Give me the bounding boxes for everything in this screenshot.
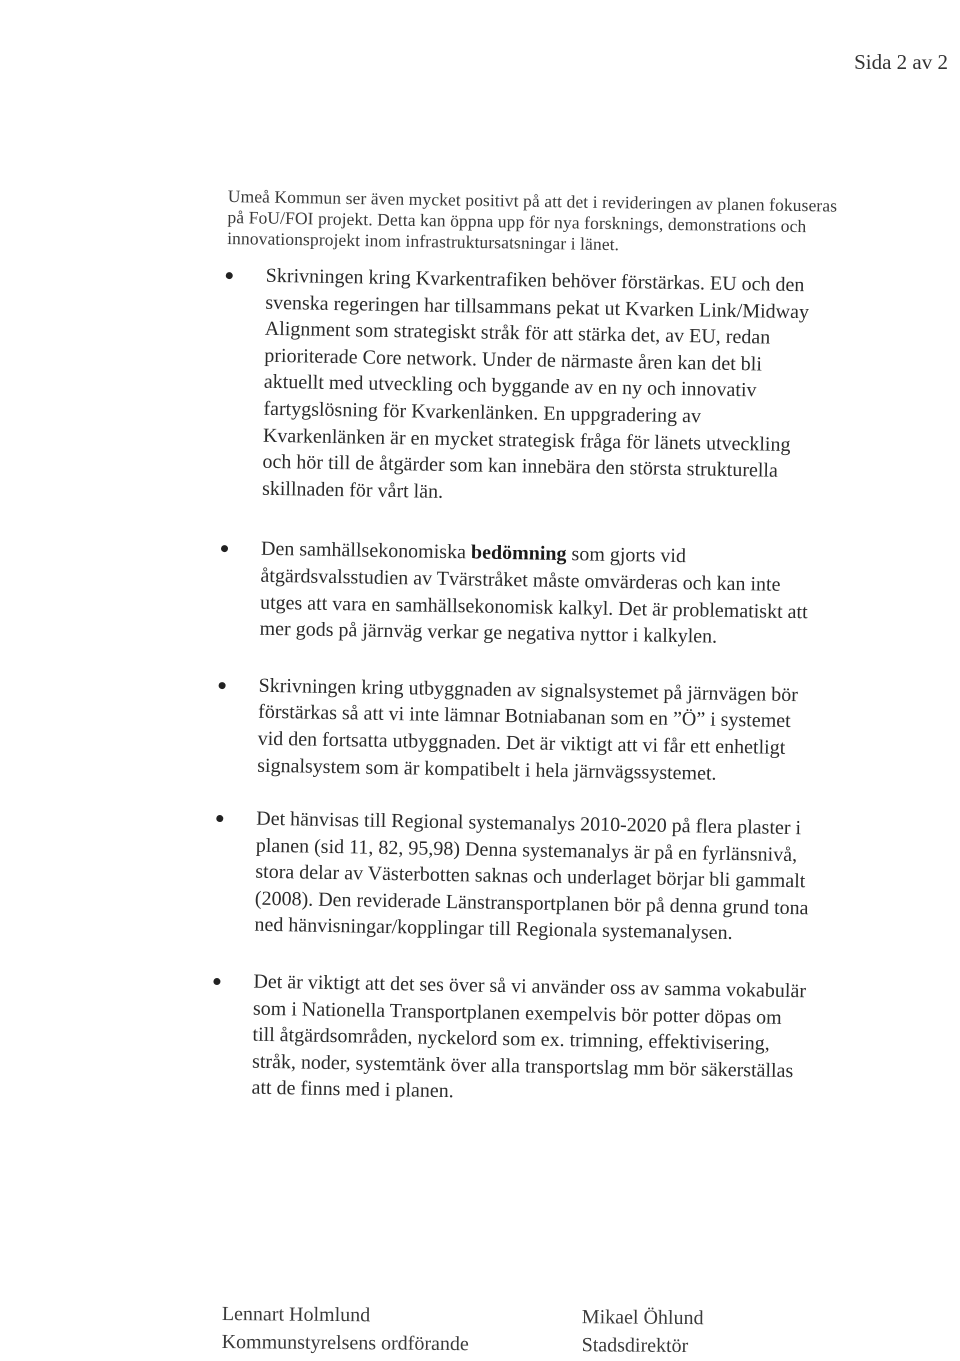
bullet-text: Det hänvisas till Regional systemanalys 2010-2020 på flera plaster i planen (sid 11, 82, 95,98) Denna systemanalys är på en fyrlänsnivå, stora delar av Västerbotten saknas och underlaget börjar bli gammalt (2008). Den reviderade Länstransportplanen bör på denna grund tona ned hänvisningar/kopplingar till Regionala systemanalysen. [254, 807, 809, 945]
bullet-text: Skrivningen kring Kvarkentrafiken behöver förstärkas. EU och den svenska regeringen har tillsammans pekat ut Kvarken Link/Midway Alignment som strategiskt stråk för att stärka det, av EU, redan prioriterade Core network. Under de närmaste åren kan det bli aktuellt med utveckling och byggande av en ny och innovativ fartygslösning för Kvarkenlänken. En uppgradering av Kvarkenlänken är en mycket strategisk fråga för länets utveckling och hör till de åtgärder som kan innebära den största strukturella skillnaden för vårt län. [261, 264, 810, 503]
signatory-title: Stadsdirektör [581, 1334, 689, 1358]
signature-block [222, 1300, 822, 1360]
bullet-text-post: som gjorts vid åtgärdsvalsstudien av Tvärstråket måste omvärderas och kan inte utges att vara en samhällsekonomisk kalkyl. Det är problematiskt att mer gods på järnväg verkar ge negativa nyttor i kalkylen. [259, 543, 808, 648]
bullet-item-signalsystem [213, 672, 815, 789]
bullet-item-kvarken [218, 262, 822, 512]
intro-paragraph: Umeå Kommun ser även mycket positivt på att det i revideringen av planen fokuseras på FoU/FOI projekt. Detta kan öppna upp för nya forsknings, demonstrations och innovationsprojekt inom infrastruktursatsningar i länet. [227, 185, 838, 254]
bullet-list [207, 262, 822, 1111]
bullet-text: Det är viktigt att det ses över så vi använder oss av samma vokabulär som i Nationella Transportplanen exempelvis bör potter döpas om till åtgärdsområden, nyckelord som ex. trimning, effektivisering, stråk, noder, systemtänk över alla transportslag mm bör säkerställas att de finns med i planen. [251, 970, 807, 1103]
bullet-text: Skrivningen kring utbyggnaden av signalsystemet på järnvägen bör förstärkas så att vi inte lämnar Botniabanan som en ”Ö” i systemet vid den fortsatta utbyggnaden. Det är viktigt att vi får ett enhetligt signalsystem som är kompatibelt i hela järnvägssystemet. [257, 674, 799, 785]
bullet-dot-icon [226, 272, 233, 279]
bullet-dot-icon [213, 978, 220, 985]
bullet-item-systemanalys [210, 805, 812, 948]
bullet-dot-icon [221, 545, 228, 552]
bullet-text-bold: bedömning [470, 541, 567, 566]
bullet-dot-icon [216, 815, 223, 822]
bullet-text-pre: Den samhällsekonomiska [260, 538, 472, 564]
bullet-item-samhallsekonomisk [215, 535, 817, 652]
signatory-name: Lennart Holmlund [221, 1302, 371, 1327]
signature-left [222, 1300, 470, 1358]
signatory-title: Kommunstyrelsens ordförande [221, 1330, 469, 1356]
signature-right [581, 1303, 703, 1360]
signatory-name: Mikael Öhlund [581, 1306, 704, 1330]
bullet-item-vokabular [207, 968, 809, 1111]
bullet-dot-icon [219, 682, 226, 689]
page-number: Sida 2 av 2 [854, 50, 948, 74]
